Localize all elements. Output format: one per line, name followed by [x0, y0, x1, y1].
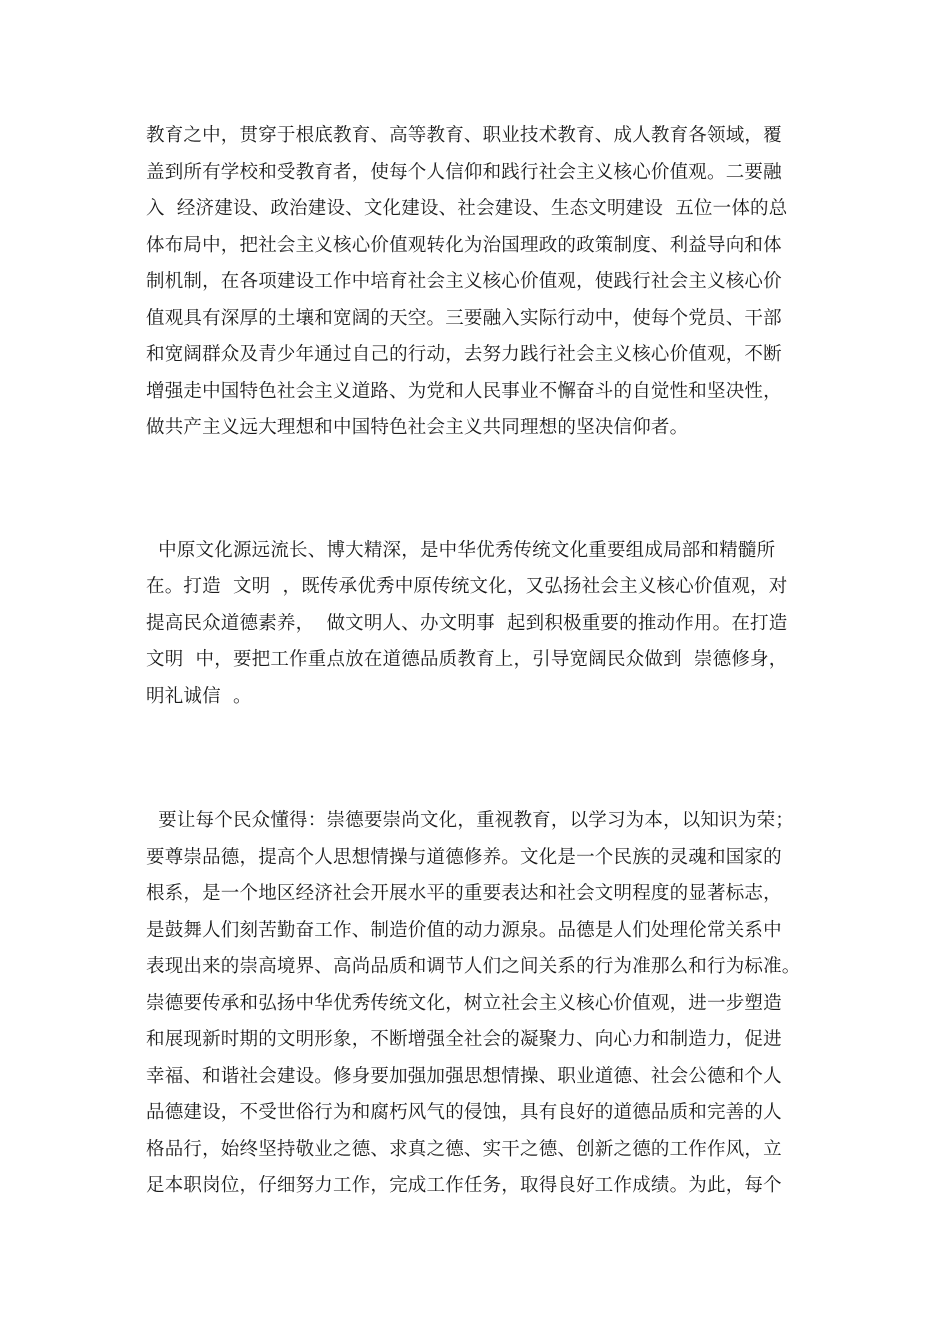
- text-line: 中原文化源远流长、博大精深，是中华优秀传统文化重要组成局部和精髓所: [146, 539, 776, 561]
- text-line: 文明 中，要把工作重点放在道德品质教育上，引导宽阔民众做到 崇德修身，: [146, 649, 788, 670]
- text-line: 格品行，始终坚持敬业之德、求真之德、实干之德、创新之德的工作作风，立: [146, 1138, 782, 1160]
- text-line: 值观具有深厚的土壤和宽阔的天空。三要融入实际行动中，使每个党员、干部: [146, 307, 782, 329]
- text-line: 品德建设，不受世俗行为和腐朽风气的侵蚀，具有良好的道德品质和完善的人: [146, 1102, 782, 1123]
- text-line: 明礼诚信 。: [146, 685, 252, 707]
- text-line: 要让每个民众懂得：崇德要崇尚文化，重视教育，以学习为本，以知识为荣；: [146, 810, 794, 831]
- text-line: 足本职岗位，仔细努力工作，完成工作任务，取得良好工作成绩。为此，每个: [146, 1175, 782, 1196]
- paragraph-spacer: [146, 447, 806, 533]
- text-line: 根系，是一个地区经济社会开展水平的重要表达和社会文明程度的显著标志，: [146, 883, 782, 904]
- document-page: [146, 118, 806, 1205]
- text-line: 是鼓舞人们刻苦勤奋工作、制造价值的动力源泉。品德是人们处理伦常关系中: [146, 919, 782, 941]
- text-line: 和宽阔群众及青少年通过自己的行动，去努力践行社会主义核心价值观，不断: [146, 344, 782, 365]
- text-line: 幸福、和谐社会建设。修身要加强加强思想情操、职业道德、社会公德和个人: [146, 1065, 782, 1087]
- text-line: 入 经济建设、政治建设、文化建设、社会建设、生态文明建设 五位一体的总: [146, 198, 788, 219]
- paragraph-2: [146, 533, 806, 716]
- text-line: 和展现新时期的文明形象，不断增强全社会的凝聚力、向心力和制造力，促进: [146, 1029, 782, 1050]
- text-line: 体布局中，把社会主义核心价值观转化为治国理政的政策制度、利益导向和体: [146, 234, 782, 256]
- paragraph-1: [146, 118, 806, 447]
- text-line: 要尊崇品德，提高个人思想情操与道德修养。文化是一个民族的灵魂和国家的: [146, 846, 782, 868]
- text-line: 做共产主义远大理想和中国特色社会主义共同理想的坚决信仰者。: [146, 417, 689, 438]
- text-line: 表现出来的崇高境界、高尚品质和调节人们之间关系的行为准那么和行为标准。: [146, 956, 801, 977]
- text-line: 制机制，在各项建设工作中培育社会主义核心价值观，使践行社会主义核心价: [146, 271, 782, 292]
- text-line: 崇德要传承和弘扬中华优秀传统文化，树立社会主义核心价值观，进一步塑造: [146, 992, 782, 1014]
- paragraph-spacer: [146, 715, 806, 803]
- text-line: 教育之中，贯穿于根底教育、高等教育、职业技术教育、成人教育各领域，覆: [146, 125, 782, 146]
- text-line: 盖到所有学校和受教育者，使每个人信仰和践行社会主义核心价值观。二要融: [146, 161, 782, 183]
- text-line: 增强走中国特色社会主义道路、为党和人民事业不懈奋斗的自觉性和坚决性，: [146, 380, 782, 402]
- text-line: 提高民众道德素养， 做文明人、办文明事 起到积极重要的推动作用。在打造: [146, 612, 788, 634]
- paragraph-3: [146, 803, 806, 1205]
- text-line: 在。打造 文明 ，既传承优秀中原传统文化，又弘扬社会主义核心价值观，对: [146, 576, 788, 597]
